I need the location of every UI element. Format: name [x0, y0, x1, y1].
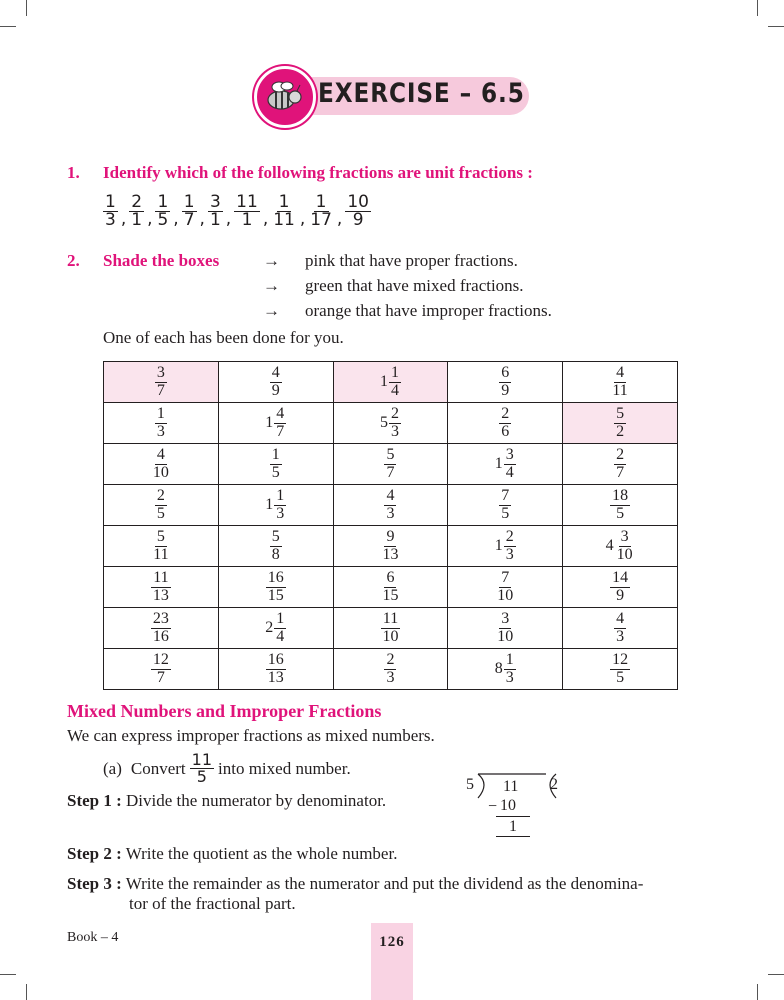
fraction: [155, 365, 167, 399]
fraction-table: [103, 361, 678, 690]
denominator: 7: [386, 463, 395, 481]
numerator: 11: [236, 192, 258, 212]
fraction: [614, 447, 626, 481]
fraction-cell[interactable]: [104, 362, 219, 403]
q1-fraction-list: [102, 194, 372, 230]
fraction-cell[interactable]: [218, 362, 333, 403]
comma: ,: [199, 208, 205, 229]
crop-mark: [757, 0, 758, 16]
fraction: [234, 194, 260, 230]
denominator: 17: [310, 210, 332, 231]
denominator: 9: [616, 586, 625, 604]
denominator: 10: [382, 627, 399, 645]
denominator: 11: [153, 545, 169, 563]
fraction-cell[interactable]: [218, 567, 333, 608]
denominator: 7: [156, 381, 165, 399]
numerator: 4: [156, 446, 165, 464]
step-3: [67, 874, 643, 894]
fraction-cell[interactable]: [448, 649, 563, 690]
denominator: 13: [382, 545, 399, 563]
table-row: [104, 526, 678, 567]
mixed-number: [495, 652, 516, 686]
mixed-number: [606, 529, 635, 563]
denominator: 10: [497, 627, 514, 645]
mixed-number: [265, 406, 286, 440]
numerator: 2: [156, 487, 165, 505]
denominator: 2: [616, 422, 625, 440]
step-text: Write the quotient as the whole number.: [125, 844, 398, 863]
q2-note: One of each has been done for you.: [103, 328, 344, 347]
fraction: [389, 406, 401, 440]
whole-part: 1: [265, 414, 274, 431]
denominator: 7: [276, 422, 285, 440]
numerator: 4: [616, 610, 625, 628]
divisor: 5: [466, 776, 474, 793]
fraction-cell[interactable]: [104, 649, 219, 690]
fraction-cell[interactable]: [218, 444, 333, 485]
fraction-cell[interactable]: [104, 526, 219, 567]
fraction-cell[interactable]: [448, 444, 563, 485]
whole-part: 1: [265, 496, 274, 513]
denominator: 7: [183, 210, 195, 231]
numerator: 4: [616, 364, 625, 382]
numerator: 1: [390, 364, 399, 382]
denominator: 5: [616, 504, 625, 522]
fraction: [266, 570, 286, 604]
numerator: 16: [267, 651, 284, 669]
numerator: 2: [386, 651, 395, 669]
step-text: Write the remainder as the numerator and put the dividend as the denomina-: [125, 874, 644, 893]
bullet-improper: orange that have improper fractions.: [305, 301, 552, 320]
fraction: [499, 406, 511, 440]
example-line: [103, 752, 351, 786]
step-label: Step 1 :: [67, 791, 122, 810]
numerator: 1: [276, 610, 285, 628]
fraction: [504, 447, 516, 481]
table-row: [104, 485, 678, 526]
fraction-cell[interactable]: [333, 608, 448, 649]
q2-number: 2.: [67, 251, 80, 270]
numerator: 1: [278, 192, 290, 212]
table-row: [104, 567, 678, 608]
fraction: [151, 447, 171, 481]
numerator: 2: [390, 405, 399, 423]
fraction-cell[interactable]: [104, 403, 219, 444]
denominator: 6: [501, 422, 510, 440]
fraction: [155, 488, 167, 522]
fraction: [499, 488, 511, 522]
denominator: 3: [276, 504, 285, 522]
fraction: [151, 570, 171, 604]
fraction-cell[interactable]: [563, 485, 678, 526]
denominator: 3: [386, 668, 395, 686]
numerator: 23: [152, 610, 169, 628]
fraction: [208, 194, 223, 230]
fraction: [495, 611, 515, 645]
table-row: [104, 362, 678, 403]
crop-mark: [757, 984, 758, 1000]
fraction: [384, 447, 396, 481]
denominator: 5: [616, 668, 625, 686]
fraction: [266, 652, 286, 686]
fraction: [380, 570, 400, 604]
bullet-mixed: green that have mixed fractions.: [305, 276, 524, 295]
mixed-number: [265, 488, 286, 522]
fraction: [380, 529, 400, 563]
denominator: 11: [273, 210, 295, 231]
numerator: 7: [501, 569, 510, 587]
fraction: [274, 406, 286, 440]
whole-part: 8: [494, 660, 503, 677]
denominator: 3: [505, 668, 514, 686]
fraction-cell[interactable]: [563, 567, 678, 608]
fraction: [499, 365, 511, 399]
example-post: into mixed number.: [218, 758, 351, 778]
example-pre: Convert: [130, 758, 186, 778]
fraction-cell[interactable]: [563, 362, 678, 403]
numerator: 16: [267, 569, 284, 587]
fraction: [345, 194, 371, 230]
numerator: 4: [276, 405, 285, 423]
numerator: 1: [271, 446, 280, 464]
fraction: [504, 652, 516, 686]
fraction: [155, 194, 170, 230]
denominator: 5: [157, 210, 169, 231]
step-text: Divide the numerator by denominator.: [126, 791, 387, 810]
whole-part: 1: [494, 455, 503, 472]
fraction: [151, 529, 170, 563]
numerator: 4: [386, 487, 395, 505]
fraction-cell[interactable]: [333, 362, 448, 403]
whole-part: 1: [494, 537, 503, 554]
remainder: 1: [509, 818, 517, 835]
numerator: 5: [616, 405, 625, 423]
numerator: 6: [501, 364, 510, 382]
example-numerator: 11: [191, 750, 213, 769]
fraction-cell[interactable]: [563, 526, 678, 567]
fraction: [610, 488, 630, 522]
fraction: [274, 611, 286, 645]
fraction-cell[interactable]: [218, 403, 333, 444]
example-fraction: [190, 752, 214, 786]
crop-mark: [0, 974, 16, 975]
numerator: 7: [501, 487, 510, 505]
whole-part: 2: [265, 619, 274, 636]
fraction: [151, 611, 171, 645]
fraction: [182, 194, 197, 230]
mixed-number: [380, 406, 401, 440]
dividend: 11: [503, 778, 519, 795]
section-intro: We can express improper fractions as mixed numbers.: [67, 726, 435, 745]
denominator: 4: [276, 627, 285, 645]
denominator: 1: [131, 210, 143, 231]
denominator: 9: [501, 381, 510, 399]
comma: ,: [336, 208, 343, 229]
fraction: [103, 194, 118, 230]
step-label: Step 3 :: [67, 874, 122, 893]
numerator: 1: [156, 405, 165, 423]
exercise-title: EXERCISE – 6.5: [318, 78, 525, 109]
long-division: [466, 772, 566, 842]
fraction-cell[interactable]: [563, 649, 678, 690]
example-denominator: 5: [196, 767, 207, 787]
step-label: Step 2 :: [67, 844, 122, 863]
denominator: 13: [152, 586, 169, 604]
step-1: [67, 791, 386, 811]
numerator: 4: [271, 364, 280, 382]
fraction: [504, 529, 516, 563]
crop-mark: [768, 974, 784, 975]
denominator: 3: [386, 504, 395, 522]
numerator: 12: [612, 651, 629, 669]
fraction: [495, 570, 515, 604]
section-heading: Mixed Numbers and Improper Fractions: [67, 701, 382, 721]
denominator: 9: [352, 210, 364, 231]
denominator: 3: [156, 422, 165, 440]
fraction-cell[interactable]: [218, 649, 333, 690]
denominator: 3: [390, 422, 399, 440]
comma: ,: [120, 208, 127, 229]
fraction: [270, 529, 282, 563]
fraction: [610, 652, 630, 686]
numerator: 3: [209, 192, 221, 212]
denominator: 4: [390, 381, 399, 399]
fraction: [610, 365, 629, 399]
subtract-sign: −: [488, 798, 498, 815]
fraction-cell[interactable]: [448, 362, 563, 403]
numerator: 5: [156, 528, 165, 546]
numerator: 3: [505, 446, 514, 464]
fraction-cell[interactable]: [333, 403, 448, 444]
subtrahend: 10: [500, 797, 516, 814]
numerator: 10: [347, 192, 369, 212]
fraction: [614, 406, 626, 440]
numerator: 1: [315, 192, 327, 212]
step-2: [67, 844, 397, 864]
denominator: 5: [501, 504, 510, 522]
denominator: 10: [152, 463, 169, 481]
whole-part: 1: [379, 373, 388, 390]
fraction-cell[interactable]: [563, 444, 678, 485]
fraction-cell[interactable]: [218, 526, 333, 567]
numerator: 3: [620, 528, 629, 546]
fraction: [270, 447, 282, 481]
mixed-number: [380, 365, 401, 399]
crop-mark: [26, 984, 27, 1000]
denominator: 16: [152, 627, 169, 645]
step-3-continued: tor of the fractional part.: [129, 894, 296, 913]
numerator: 2: [501, 405, 510, 423]
fraction-cell[interactable]: [448, 608, 563, 649]
fraction-cell[interactable]: [448, 567, 563, 608]
fraction: [384, 652, 396, 686]
fraction-cell[interactable]: [333, 567, 448, 608]
fraction-cell[interactable]: [448, 485, 563, 526]
fraction: [274, 488, 286, 522]
denominator: 11: [612, 381, 628, 399]
numerator: 5: [386, 446, 395, 464]
mixed-number: [495, 447, 516, 481]
denominator: 15: [267, 586, 284, 604]
q1-text: Identify which of the following fractions are unit fractions :: [103, 163, 533, 182]
numerator: 1: [105, 192, 116, 212]
numerator: 1: [157, 192, 169, 212]
fraction-cell[interactable]: [563, 403, 678, 444]
numerator: 3: [501, 610, 510, 628]
fraction-cell[interactable]: [448, 526, 563, 567]
numerator: 1: [276, 487, 285, 505]
numerator: 9: [386, 528, 395, 546]
fraction: [308, 194, 334, 230]
numerator: 11: [153, 569, 169, 587]
table-row: [104, 649, 678, 690]
whole-part: 4: [605, 537, 614, 554]
denominator: 1: [241, 210, 253, 231]
denominator: 7: [156, 668, 165, 686]
book-label: Book – 4: [67, 930, 119, 945]
q1-number: 1.: [67, 163, 80, 182]
fraction-cell[interactable]: [333, 444, 448, 485]
fraction-cell[interactable]: [333, 526, 448, 567]
division-rule: [496, 816, 530, 817]
numerator: 1: [183, 192, 195, 212]
denominator: 13: [267, 668, 284, 686]
table-row: [104, 403, 678, 444]
denominator: 15: [382, 586, 399, 604]
fraction: [271, 194, 297, 230]
fraction-cell[interactable]: [104, 567, 219, 608]
fraction: [270, 365, 282, 399]
numerator: 2: [131, 192, 143, 212]
denominator: 3: [505, 545, 514, 563]
fraction-cell[interactable]: [333, 649, 448, 690]
numerator: 6: [386, 569, 395, 587]
fraction: [614, 611, 626, 645]
comma: ,: [262, 208, 269, 229]
denominator: 10: [616, 545, 633, 563]
denominator: 7: [616, 463, 625, 481]
q2-lead: Shade the boxes: [103, 251, 220, 270]
fraction: [151, 652, 171, 686]
numerator: 2: [505, 528, 514, 546]
numerator: 1: [505, 651, 514, 669]
comma: ,: [173, 208, 179, 229]
crop-mark: [768, 26, 784, 27]
comma: ,: [225, 208, 232, 229]
numerator: 3: [156, 364, 165, 382]
fraction-cell[interactable]: [563, 608, 678, 649]
arrow-icon: →: [263, 251, 280, 270]
fraction-cell[interactable]: [104, 444, 219, 485]
bullet-proper: pink that have proper fractions.: [305, 251, 518, 270]
denominator: 5: [156, 504, 165, 522]
fraction-cell[interactable]: [218, 608, 333, 649]
denominator: 1: [209, 210, 221, 231]
fraction-cell[interactable]: [448, 403, 563, 444]
table-row: [104, 608, 678, 649]
fraction-cell[interactable]: [104, 608, 219, 649]
numerator: 18: [612, 487, 629, 505]
fraction-cell[interactable]: [104, 485, 219, 526]
numerator: 14: [612, 569, 629, 587]
denominator: 4: [505, 463, 514, 481]
denominator: 3: [616, 627, 625, 645]
quotient: 2: [550, 776, 558, 793]
fraction: [380, 611, 400, 645]
numerator: 11: [382, 610, 399, 628]
fraction: [615, 529, 635, 563]
arrow-icon: →: [263, 276, 280, 295]
whole-part: 5: [379, 414, 388, 431]
page-number: 126: [379, 934, 405, 950]
mixed-number: [495, 529, 516, 563]
example-label: (a): [103, 758, 122, 778]
fraction-cell[interactable]: [333, 485, 448, 526]
fraction: [129, 194, 144, 230]
numerator: 12: [152, 651, 169, 669]
bee-icon: [254, 66, 316, 128]
denominator: 5: [271, 463, 280, 481]
crop-mark: [26, 0, 27, 16]
numerator: 5: [271, 528, 280, 546]
fraction: [384, 488, 396, 522]
fraction: [610, 570, 630, 604]
denominator: 8: [271, 545, 280, 563]
numerator: 2: [616, 446, 625, 464]
table-row: [104, 444, 678, 485]
mixed-number: [265, 611, 286, 645]
division-rule: [496, 836, 530, 837]
fraction-cell[interactable]: [218, 485, 333, 526]
denominator: 9: [271, 381, 280, 399]
crop-mark: [0, 26, 16, 27]
arrow-icon: →: [263, 301, 280, 320]
comma: ,: [147, 208, 153, 229]
denominator: 10: [497, 586, 514, 604]
fraction: [155, 406, 167, 440]
denominator: 3: [105, 210, 116, 231]
comma: ,: [299, 208, 306, 229]
fraction: [389, 365, 401, 399]
